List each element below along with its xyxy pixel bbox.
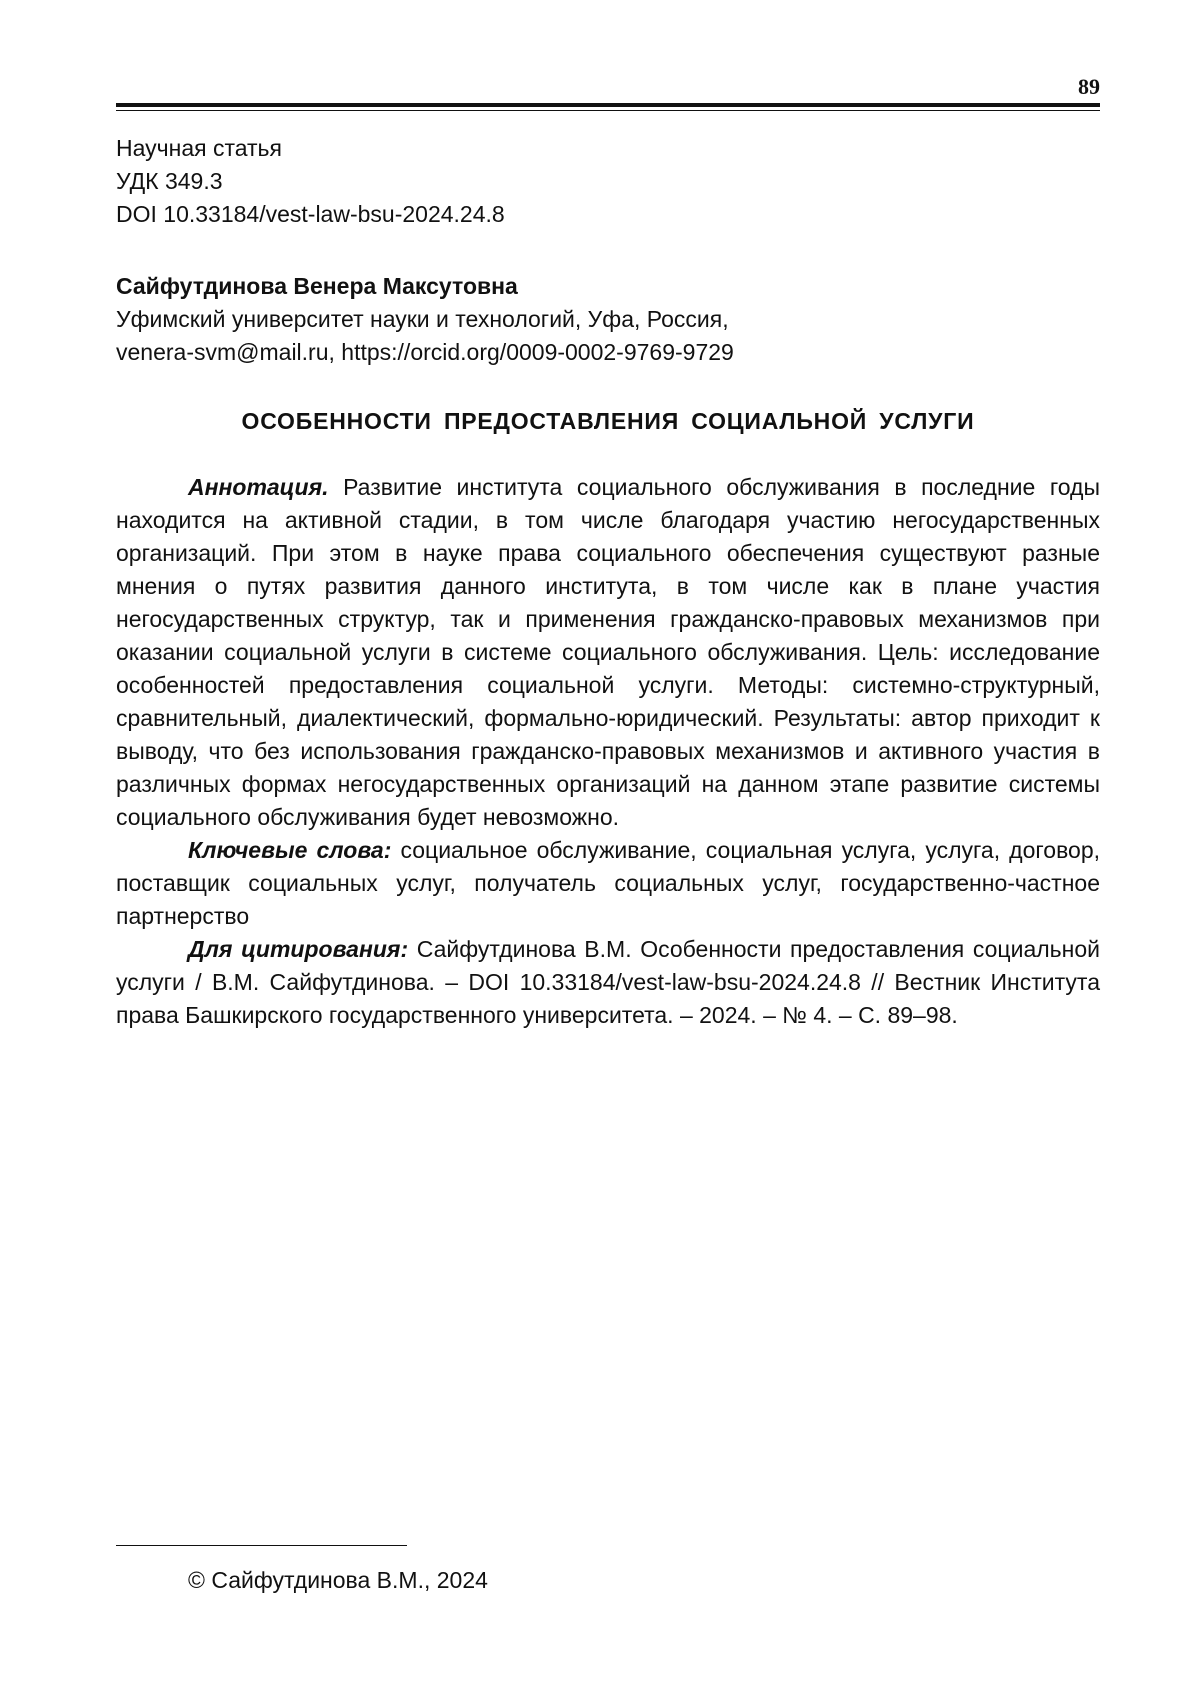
doi: DOI 10.33184/vest-law-bsu-2024.24.8 (116, 201, 505, 227)
abstract-section (116, 471, 1100, 1032)
footnote-rule (116, 1545, 407, 1546)
keywords-paragraph (116, 834, 1100, 933)
article-body (116, 132, 1100, 1032)
author-name: Сайфутдинова Венера Максутовна (116, 273, 518, 299)
keywords-label: Ключевые слова: (188, 837, 392, 863)
citation-paragraph (116, 933, 1100, 1032)
article-title: ОСОБЕННОСТИ ПРЕДОСТАВЛЕНИЯ СОЦИАЛЬНОЙ УСЛУГИ (241, 408, 975, 434)
citation-text: Сайфутдинова В.М. Особенности предоставления социальной услуги / В.М. Сайфутдинова. – DOI 10.33184/vest-law-bsu-2024.24.8 // Вестник Института права Башкирского государственного университета. – 2024. – № 4. – С. 89–98. (116, 936, 1100, 1028)
abstract-label: Аннотация. (188, 474, 329, 500)
article-type: Научная статья (116, 135, 282, 161)
copyright-footnote: © Сайфутдинова В.М., 2024 (188, 1567, 488, 1593)
author-affiliation: Уфимский университет науки и технологий, Уфа, Россия, (116, 306, 729, 332)
author-block (116, 270, 1100, 369)
keywords-text: социальное обслуживание, социальная услуга, услуга, договор, поставщик социальных услуг, получатель социальных услуг, государственно-частное партнерство (116, 837, 1100, 929)
author-contacts: venera-svm@mail.ru, https://orcid.org/0009-0002-9769-9729 (116, 339, 734, 365)
citation-label: Для цитирования: (188, 936, 409, 962)
header-rule-thin (116, 110, 1100, 111)
header-rule (116, 103, 1100, 107)
page-number: 89 (1078, 74, 1100, 99)
abstract-text: Развитие института социального обслуживания в последние годы находится на активной стадии, в том числе благодаря участию негосударственных организаций. При этом в науке права социального обеспечения существуют разные мнения о путях развития данного института, в том числе как в плане участия негосударственных структур, так и применения гражданско-правовых механизмов при оказании социальной услуги в системе социального обслуживания. Цель: исследование особенностей предоставления социальной услуги. Методы: системно-структурный, сравнительный, диалектический, формально-юридический. Результаты: автор приходит к выводу, что без использования гражданско-правовых механизмов и активного участия в различных формах негосударственных организаций на данном этапе развитие системы социального обслуживания будет невозможно. (116, 474, 1101, 830)
article-meta (116, 132, 1100, 231)
udc-code: УДК 349.3 (116, 168, 223, 194)
abstract-paragraph (116, 471, 1100, 834)
